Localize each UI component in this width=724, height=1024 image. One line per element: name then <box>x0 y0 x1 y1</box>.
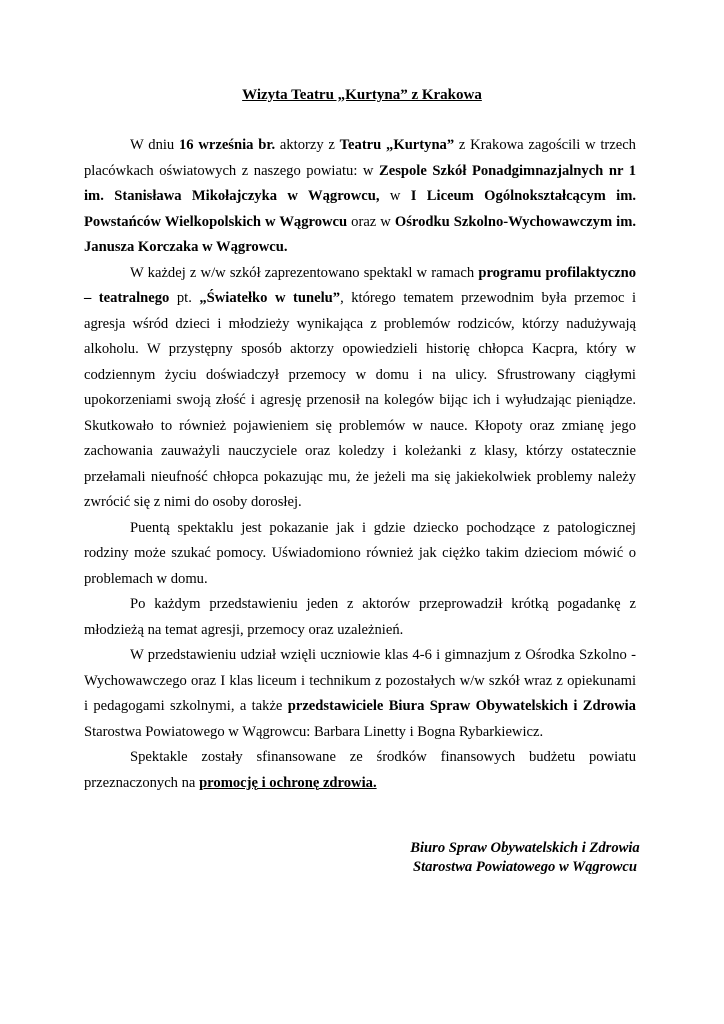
text-run: Spektakle zostały sfinansowane ze środków finansowych budżetu powiatu przeznaczonych na <box>84 749 636 791</box>
bold-run: przedstawiciele Biura Spraw Obywatelskich i Zdrowia <box>287 698 636 714</box>
bold-run: „Światełko w tunelu” <box>199 290 341 306</box>
paragraph-1 <box>84 133 636 261</box>
paragraph-6 <box>84 745 636 796</box>
bold-run: Ośrodku Szkolno-Wychowawczym im. Janusza Korczaka w Wągrowcu. <box>84 213 636 255</box>
text-run: aktorzy z <box>275 137 340 153</box>
text-run: , którego tematem przewodnim była przemoc i agresja wśród dzieci i młodzieży wynikająca z problemów rodziców, którzy nadużywają alkoholu. W przystępny sposób aktorzy opowiedzieli historię chłopca Kacpra, który w codziennym życiu doświadczył przemocy w domu i na ulicy. Sfrustrowany ciągłymi upokorzeniami swoją złość i agresję przenosił na kolegów bijąc ich i wyłudzając pieniądze. Skutkowało to również pojawieniem się problemów w nauce. Kłopoty oraz zmianę jego zachowania zauważyli nauczyciele oraz koledzy i koleżanki z klasy, którzy ostatecznie przełamali nieufność chłopca pokazując mu, że jeżeli ma się jakiekolwiek problemy należy zwrócić się z nimi do osoby dorosłej. <box>84 290 636 510</box>
paragraph-5 <box>84 643 636 745</box>
bold-run: Teatru „Kurtyna” <box>339 137 455 153</box>
paragraph-4: Po każdym przedstawieniu jeden z aktorów przeprowadził krótką pogadankę z młodzieżą na temat agresji, przemocy oraz uzależnień. <box>84 596 636 638</box>
bold-run: I Liceum Ogólnokształcącym im. Powstańców Wielkopolskich w Wągrowcu <box>84 188 637 230</box>
bold-run: Zespole Szkół Ponadgimnazjalnych nr 1 im. Stanisława Mikołajczyka w Wągrowcu, <box>84 162 636 204</box>
text-run: W każdej z w/w szkół zaprezentowano spektakl w ramach <box>130 264 479 281</box>
text-run: z Krakowa zagościli w trzech placówkach oświatowych z naszego powiatu: w <box>84 137 636 179</box>
text-run: W przedstawieniu udział wzięli uczniowie klas 4-6 i gimnazjum z Ośrodka Szkolno -Wychowawczego oraz I klas liceum i technikum z pozostałych w/w szkół wraz z opiekunami i pedagogami szkolnymi, a także <box>84 647 636 714</box>
text-run: Starostwa Powiatowego w Wągrowcu: Barbara Linetty i Bogna Rybarkiewicz. <box>84 723 544 740</box>
text-run: oraz w <box>347 213 395 230</box>
signature-line-1: Biuro Spraw Obywatelskich i Zdrowia <box>410 840 640 856</box>
text-run: W dniu <box>130 137 179 153</box>
paragraph-3: Puentą spektaklu jest pokazanie jak i gdzie dziecko pochodzące z patologicznej rodziny może szukać pomocy. Uświadomiono również jak ciężko takim dzieciom mówić o problemach w domu. <box>84 519 636 587</box>
document-title: Wizyta Teatru „Kurtyna” z Krakowa <box>242 87 482 103</box>
document-body <box>84 133 636 796</box>
text-run: w <box>379 188 411 204</box>
bold-run: programu profilaktyczno – teatralnego <box>84 264 637 306</box>
text-run: pt. <box>169 290 200 306</box>
signature-line-2: Starostwa Powiatowego w Wągrowcu <box>413 859 637 875</box>
bold-run: 16 września br. <box>178 137 276 153</box>
paragraph-2 <box>84 261 636 516</box>
bold-underlined-run: promocję i ochronę zdrowia. <box>199 774 377 791</box>
signature-block <box>380 839 670 877</box>
